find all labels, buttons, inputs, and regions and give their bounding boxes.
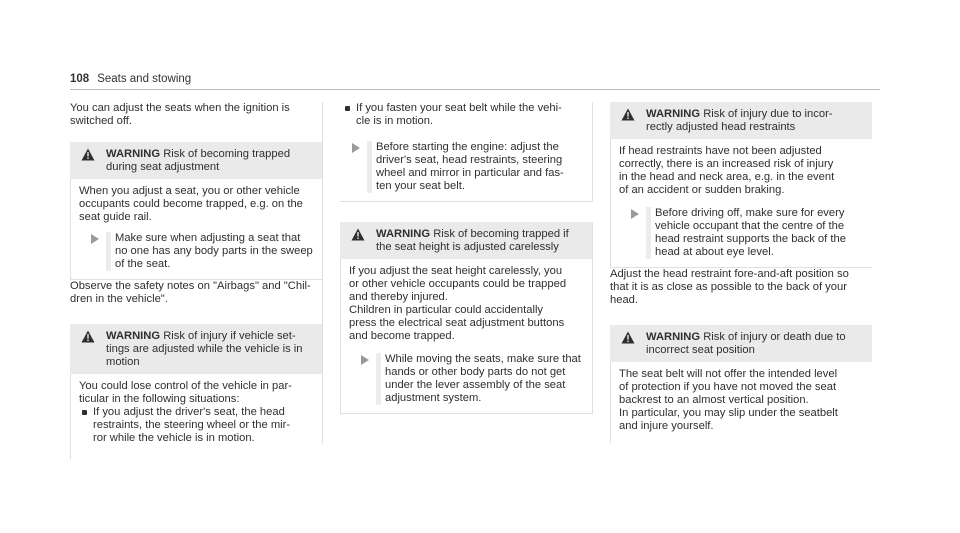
adjust-paragraph: Adjust the head restraint fore-and-aft position so that it is as close as possible to the back of your head. (610, 268, 849, 306)
note-bar (106, 232, 111, 271)
warning-header: WARNING Risk of injury or death due to incorrect seat position (610, 325, 872, 362)
note-bar (367, 141, 372, 193)
warning-body: The seat belt will not offer the intended level of protection if you have not moved the seat backrest to an almost vertical position. In particular, you may slip under the seatbelt and injure yourself. (610, 362, 872, 443)
note-bar (376, 353, 381, 405)
play-arrow-icon (361, 355, 369, 365)
instruction-note: Make sure when adjusting a seat that no one has any body parts in the sweep of the seat. (79, 232, 314, 271)
warning-triangle-icon (621, 331, 635, 344)
warning-header: WARNING Risk of becoming trapped if the seat height is adjusted carelessly (340, 222, 592, 259)
warning-box-head-restraints (610, 102, 872, 268)
bullet-list (79, 406, 314, 445)
warning-triangle-icon (81, 148, 95, 161)
list-item: If you fasten your seat belt while the vehi- cle is in motion. (342, 102, 584, 128)
instruction-note: While moving the seats, make sure that hands or other body parts do not get under the lever assembly of the seat adjustment system. (349, 353, 584, 405)
column-3 (610, 102, 872, 443)
warning-box-trapped-adjustment (70, 142, 322, 280)
continued-warning-body (340, 102, 593, 202)
warning-body: If you adjust the seat height carelessly, you or other vehicle occupants could be trapped and thereby injured. Children in particular could accidentally press the electrical seat adjustment buttons and become trapped. While moving the seats, make sure that hands or other body parts do not get under the lever assembly of the seat adjustment system. (340, 259, 592, 414)
bullet-icon (345, 106, 350, 111)
warning-body: You could lose control of the vehicle in par- ticular in the following situations: If you adjust the driver's seat, the head restraints, the steering wheel or the mir- ror while the vehicle is in motion. (70, 374, 322, 459)
bullet-icon (82, 410, 87, 415)
note-bar (646, 207, 651, 259)
play-arrow-icon (631, 209, 639, 219)
page-header (70, 73, 191, 85)
warning-triangle-icon (351, 228, 365, 241)
warning-header: WARNING Risk of injury due to incor- rectly adjusted head restraints (610, 102, 872, 139)
warning-label: WARNING (376, 228, 431, 240)
intro-paragraph: You can adjust the seats when the ignition is switched off. (70, 102, 290, 127)
warning-label: WARNING (646, 331, 701, 343)
instruction-note: Before starting the engine: adjust the driver's seat, head restraints, steering wheel and mirror in particular and fas- ten your seat belt. (340, 141, 584, 193)
warning-header: WARNING Risk of injury if vehicle set- tings are adjusted while the vehicle is in motion (70, 324, 322, 374)
warning-label: WARNING (646, 108, 701, 120)
page-number: 108 (70, 73, 90, 85)
section-title: Seats and stowing (97, 73, 192, 85)
warning-triangle-icon (621, 108, 635, 121)
column-1-border (322, 102, 323, 444)
warning-label: WARNING (106, 148, 161, 160)
bullet-list (340, 102, 584, 128)
header-divider (70, 89, 880, 90)
warning-header: WARNING Risk of becoming trapped during seat adjustment (70, 142, 322, 179)
play-arrow-icon (91, 234, 99, 244)
column-1 (70, 102, 322, 459)
list-item: If you adjust the driver's seat, the head restraints, the steering wheel or the mir- ror while the vehicle is in motion. (79, 406, 314, 445)
column-2 (340, 102, 593, 414)
warning-box-seat-position (610, 325, 872, 443)
instruction-note: Before driving off, make sure for every vehicle occupant that the centre of the head restraint supports the back of the head at about eye level. (619, 207, 864, 259)
warning-triangle-icon (81, 330, 95, 343)
observe-paragraph: Observe the safety notes on "Airbags" and "Chil- dren in the vehicle". (70, 280, 311, 305)
warning-box-seat-height (340, 222, 593, 414)
warning-body: When you adjust a seat, you or other vehicle occupants could become trapped, e.g. on the seat guide rail. Make sure when adjusting a seat that no one has any body parts in the sweep of the seat. (70, 179, 322, 280)
warning-box-settings-motion (70, 324, 322, 459)
play-arrow-icon (352, 143, 360, 153)
warning-body: If head restraints have not been adjusted correctly, there is an increased risk of injury in the head and neck area, e.g. in the event of an accident or sudden braking. Before driving off, make sure for every vehicle occupant that the centre of the head restraint supports the back of the head at about eye level. (610, 139, 872, 268)
warning-label: WARNING (106, 330, 161, 342)
